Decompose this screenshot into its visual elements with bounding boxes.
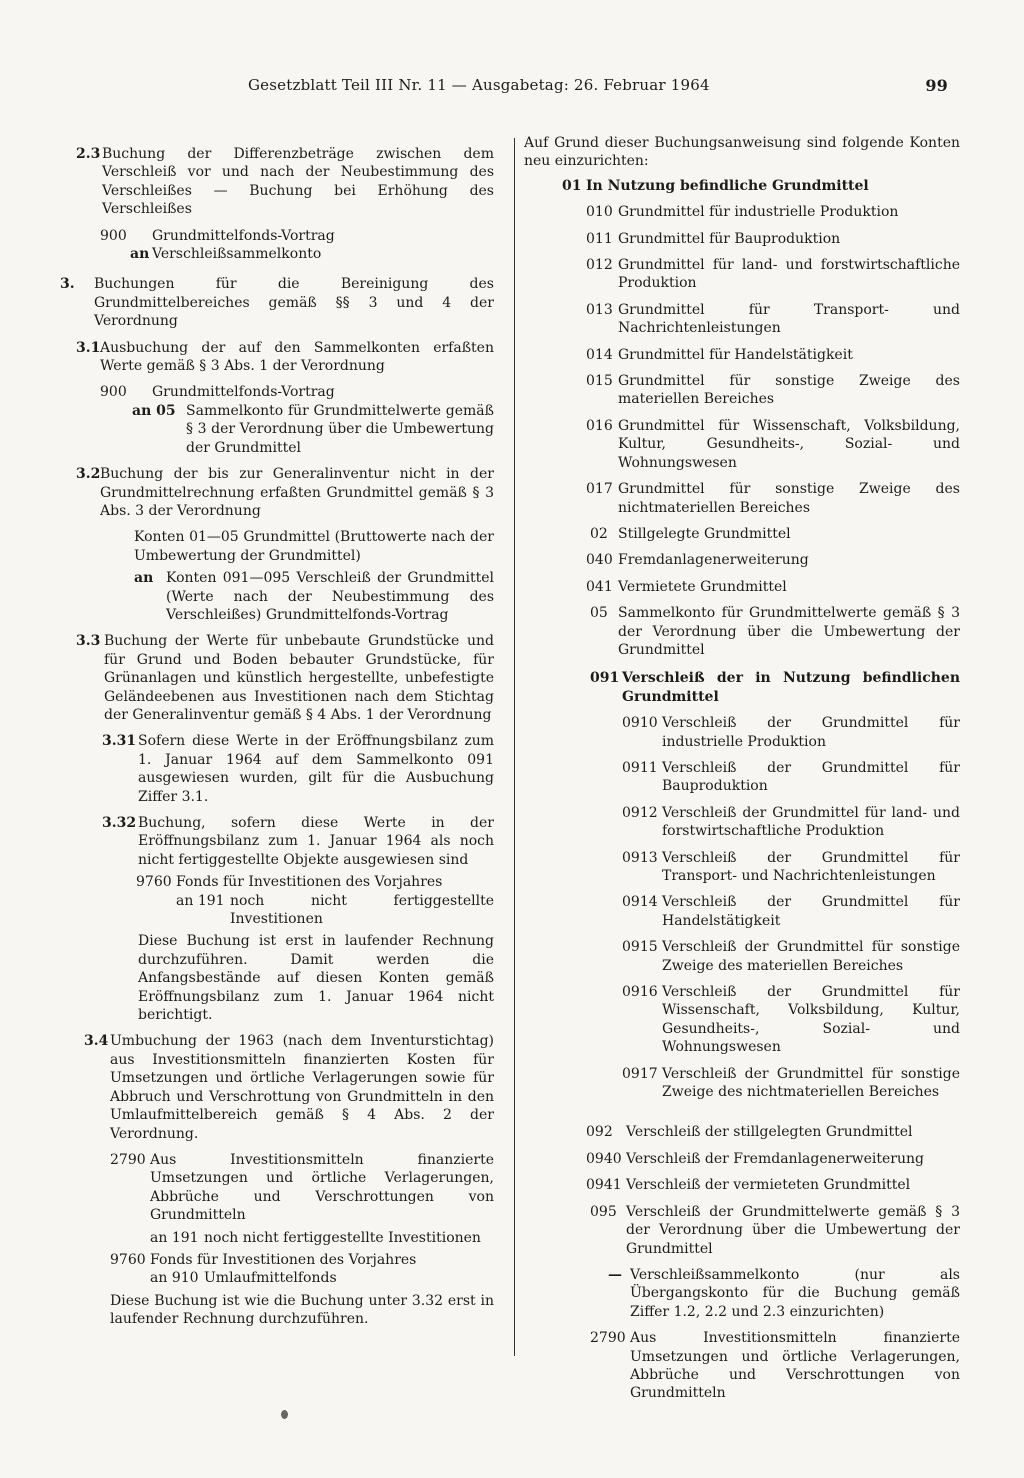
account-number: 041 [586, 578, 613, 595]
account-text: In Nutzung befindliche Grundmittel [586, 177, 869, 194]
column-divider [514, 138, 515, 1356]
booking-note [76, 932, 494, 1024]
account-text: Konten 01—05 Grundmittel (Bruttowerte nach der Umbewertung der Grundmittel) [134, 529, 494, 564]
account-text: Vermietete Grundmittel [618, 578, 787, 595]
booking-line [76, 569, 494, 624]
account-095 [524, 1203, 960, 1258]
booking-note [76, 1292, 494, 1329]
booking-line [76, 1251, 494, 1269]
account-text: Konten 091—095 Verschleiß der Grundmittel (Werte nach der Neubestimmung des Verschleißes) Grundmittelfonds-Vortrag [166, 570, 494, 623]
account-number: 0940 [586, 1150, 622, 1167]
entry-text: Buchung, sofern diese Werte in der Eröffnungsbilanz zum 1. Januar 1964 als noch nicht fertiggestellte Objekte ausgewiesen sind [138, 815, 494, 868]
booking-line [76, 402, 494, 457]
account-text: Verschleiß der Grundmittelwerte gemäß § 3 der Verordnung über die Umbewertung der Grundmittel [626, 1203, 960, 1257]
account-text: Fonds für Investitionen des Vorjahres [150, 1251, 417, 1268]
account-text: noch nicht fertiggestellte Investitionen [204, 1229, 481, 1246]
account-number: an 191 [176, 892, 225, 909]
entry-text: Buchung der Differenzbeträge zwischen dem Verschleiß vor und nach der Neubestimmung des Verschleißes — Buchung bei Erhöhung des Verschleißes [102, 146, 494, 218]
account-text: Verschleiß der Grundmittel für Bauproduktion [662, 759, 960, 795]
account-0910 [524, 714, 960, 751]
account-number: 2790 [110, 1151, 146, 1168]
entry-number: 3.4 [84, 1033, 109, 1050]
account-number: 014 [586, 346, 613, 363]
page-header [248, 76, 948, 94]
account-091 [524, 669, 960, 706]
booking-line [76, 873, 494, 891]
account-number: 0910 [622, 715, 658, 732]
account-text: noch nicht fertiggestellte Investitionen [230, 892, 494, 928]
booking-line [76, 1269, 494, 1287]
section-3-3 [76, 632, 494, 724]
account-text: Sammelkonto für Grundmittelwerte gemäß § 3 der Verordnung über die Umbewertung der Grundmittel [186, 402, 494, 456]
account-0914 [524, 893, 960, 930]
account-text: Verschleiß der Grundmittel für industrielle Produktion [662, 715, 960, 750]
section-3-31 [76, 732, 494, 806]
account-01 [524, 177, 960, 195]
ink-spot [281, 1410, 288, 1419]
entry-text: Auf Grund dieser Buchungsanweisung sind folgende Konten neu einzurichten: [524, 135, 960, 170]
account-013 [524, 301, 960, 338]
account-text: Aus Investitionsmitteln finanzierte Umsetzungen und örtliche Verlagerungen, Abbrüche und Verschrottungen von Grundmitteln [150, 1151, 494, 1224]
account-number: 0916 [622, 984, 658, 1001]
account-number: 900 [100, 227, 127, 244]
account-text: Verschleiß der vermieteten Grundmittel [626, 1177, 911, 1194]
account-0915 [524, 938, 960, 975]
account-text: Verschleißsammelkonto [152, 246, 322, 263]
booking-line [76, 1229, 494, 1247]
right-column [524, 134, 960, 1411]
account-text: Umlaufmittelfonds [204, 1270, 337, 1287]
account-02 [524, 525, 960, 543]
account-number: 013 [586, 301, 613, 318]
account-text: Verschleiß der in Nutzung befindlichen Grundmittel [622, 670, 960, 705]
account-0941 [524, 1176, 960, 1194]
account-verschleisssammelkonto [524, 1266, 960, 1321]
account-016 [524, 417, 960, 472]
entry-text: Buchung der Werte für unbebaute Grundstücke und für Grund und Boden bebauter Grundstücke, für Grünanlagen und künstlich hergestellte, unbefestigte Geländeebenen aus Investitionen nach dem Stichtag der Generalinventur gemäß § 4 Abs. 1 der Verordnung [104, 633, 494, 723]
account-number: 0911 [622, 759, 658, 776]
account-text: Verschleiß der Fremdanlagenerweiterung [626, 1150, 924, 1167]
entry-number: 3.31 [102, 733, 137, 750]
account-number: 0917 [622, 1065, 658, 1082]
account-number: 01 [562, 177, 582, 194]
account-number: 0912 [622, 804, 658, 821]
account-012 [524, 256, 960, 293]
entry-text: Buchungen für die Bereinigung des Grundmittelbereiches gemäß §§ 3 und 4 der Verordnung [94, 276, 494, 330]
account-number: 015 [586, 373, 613, 390]
booking-line [76, 1151, 494, 1225]
section-3-2 [76, 465, 494, 520]
booking-line [76, 227, 494, 245]
account-text: Verschleiß der Grundmittel für sonstige Zweige des nichtmateriellen Bereiches [662, 1065, 960, 1101]
section-3 [60, 275, 494, 330]
account-text: Verschleiß der Grundmittel für Transport- und Nachrichtenleistungen [662, 849, 960, 884]
booking-line [76, 245, 494, 263]
account-text: Verschleiß der Grundmittel für sonstige Zweige des materiellen Bereiches [662, 939, 960, 974]
account-text: Grundmittelfonds-Vortrag [152, 384, 335, 401]
entry-number: 3.2 [76, 466, 101, 483]
account-number: 9760 [110, 1251, 146, 1268]
account-040 [524, 551, 960, 569]
account-number: 017 [586, 481, 613, 498]
account-number: 011 [586, 230, 613, 247]
account-number: 010 [586, 204, 613, 221]
account-text: Aus Investitionsmitteln finanzierte Umsetzungen und örtliche Verlagerungen, Abbrüche und Verschrottungen von Grundmitteln [630, 1330, 960, 1402]
account-092 [524, 1123, 960, 1141]
section-3-1 [76, 339, 494, 376]
section-3-4 [76, 1032, 494, 1142]
account-number: 0941 [586, 1177, 622, 1194]
account-014 [524, 346, 960, 364]
account-number: 05 [590, 605, 608, 622]
account-text: Grundmittel für sonstige Zweige des nichtmateriellen Bereiches [618, 481, 960, 516]
entry-text: Umbuchung der 1963 (nach dem Inventurstichtag) aus Investitionsmitteln finanzierten Kosten für Umsetzungen und örtliche Verlagerungen sowie für Abbruch und Verschrottung von Grundmitteln in den Umlaufmittelbereich gemäß § 4 Abs. 2 der Verordnung. [110, 1033, 494, 1142]
account-number: 095 [590, 1203, 617, 1220]
account-text: Stillgelegte Grundmittel [618, 525, 791, 542]
header-title: Gesetzblatt Teil III Nr. 11 — Ausgabetag: 26. Februar 1964 [248, 76, 710, 94]
left-column [60, 145, 494, 1337]
entry-text: Diese Buchung ist wie die Buchung unter 3.32 erst in laufender Rechnung durchzuführen. [110, 1292, 494, 1328]
account-text: Grundmittel für Handelstätigkeit [618, 346, 853, 363]
entry-number: 3.3 [76, 633, 101, 650]
account-number: an 05 [132, 402, 176, 419]
account-text: Grundmittel für industrielle Produktion [618, 204, 899, 221]
entry-text: Buchung der bis zur Generalinventur nicht in der Grundmittelrechnung erfaßten Grundmittel gemäß § 3 Abs. 3 der Verordnung [100, 466, 494, 519]
intro-paragraph [524, 134, 960, 171]
account-number: 040 [586, 552, 613, 569]
account-number: an 910 [150, 1270, 199, 1287]
page-number: 99 [925, 76, 948, 95]
account-0917 [524, 1065, 960, 1102]
account-number: 016 [586, 417, 613, 434]
account-text: Fremdanlagenerweiterung [618, 552, 809, 569]
account-text: Grundmittel für Wissenschaft, Volksbildung, Kultur, Gesundheits-, Sozial- und Wohnungswesen [618, 417, 960, 471]
account-0911 [524, 759, 960, 796]
account-text: Grundmittel für Bauproduktion [618, 230, 841, 247]
account-number: an [134, 570, 154, 587]
account-text: Grundmittel für sonstige Zweige des materiellen Bereiches [618, 373, 960, 408]
account-text: Fonds für Investitionen des Vorjahres [176, 874, 443, 891]
entry-text: Sofern diese Werte in der Eröffnungsbilanz zum 1. Januar 1964 auf dem Sammelkonto 091 ausgewiesen wurden, gilt für die Ausbuchung Ziffer 3.1. [138, 733, 494, 805]
booking-line [76, 383, 494, 401]
account-text: Sammelkonto für Grundmittelwerte gemäß § 3 der Verordnung über die Umbewertung der Grundmittel [618, 605, 960, 658]
account-number: — [608, 1266, 622, 1283]
booking-line [76, 528, 494, 565]
account-text: Grundmittel für Transport- und Nachrichtenleistungen [618, 301, 960, 337]
account-text: Verschleiß der Grundmittel für Handelstätigkeit [662, 894, 960, 929]
account-0940 [524, 1150, 960, 1168]
account-number: 012 [586, 257, 613, 274]
account-05 [524, 604, 960, 659]
account-number: an [130, 246, 150, 263]
account-text: Grundmittel für land- und forstwirtschaftliche Produktion [618, 257, 960, 292]
entry-number: 3.32 [102, 815, 137, 831]
entry-number: 3. [60, 276, 75, 293]
account-text: Verschleiß der Grundmittel für land- und forstwirtschaftliche Produktion [662, 804, 960, 840]
account-number: 0913 [622, 849, 658, 866]
booking-line [76, 892, 494, 929]
account-0916 [524, 983, 960, 1057]
entry-number: 3.1 [76, 339, 101, 356]
section-3-32 [76, 814, 494, 869]
entry-text: Diese Buchung ist erst in laufender Rechnung durchzuführen. Damit werden die Anfangsbestände auf diesen Konten gemäß Eröffnungsbilanz zum 1. Januar 1964 nicht berichtigt. [138, 933, 494, 1024]
account-number: 02 [590, 525, 608, 542]
account-number: 2790 [590, 1330, 626, 1347]
account-number: 0914 [622, 894, 658, 911]
account-number: 091 [590, 670, 620, 687]
entry-number: 2.3 [76, 146, 101, 162]
entry-text: Ausbuchung der auf den Sammelkonten erfaßten Werte gemäß § 3 Abs. 1 der Verordnung [100, 339, 494, 375]
account-text: Verschleißsammelkonto (nur als Übergangskonto für die Buchung gemäß Ziffer 1.2, 2.2 und 2.3 einzurichten) [630, 1266, 960, 1320]
account-2790 [524, 1329, 960, 1403]
section-2-3 [76, 145, 494, 219]
account-0912 [524, 804, 960, 841]
account-number: 0915 [622, 939, 658, 956]
account-015 [524, 372, 960, 409]
account-text: Grundmittelfonds-Vortrag [152, 227, 335, 244]
account-text: Verschleiß der Grundmittel für Wissenschaft, Volksbildung, Kultur, Gesundheits-, Sozial- und Wohnungswesen [662, 984, 960, 1056]
account-010 [524, 203, 960, 221]
account-text: Verschleiß der stillgelegten Grundmittel [626, 1124, 913, 1141]
account-number: an 191 [150, 1229, 199, 1246]
account-017 [524, 480, 960, 517]
account-number: 092 [586, 1124, 613, 1141]
account-0913 [524, 849, 960, 886]
account-041 [524, 578, 960, 596]
account-011 [524, 230, 960, 248]
account-number: 900 [100, 384, 127, 401]
account-number: 9760 [136, 874, 172, 891]
